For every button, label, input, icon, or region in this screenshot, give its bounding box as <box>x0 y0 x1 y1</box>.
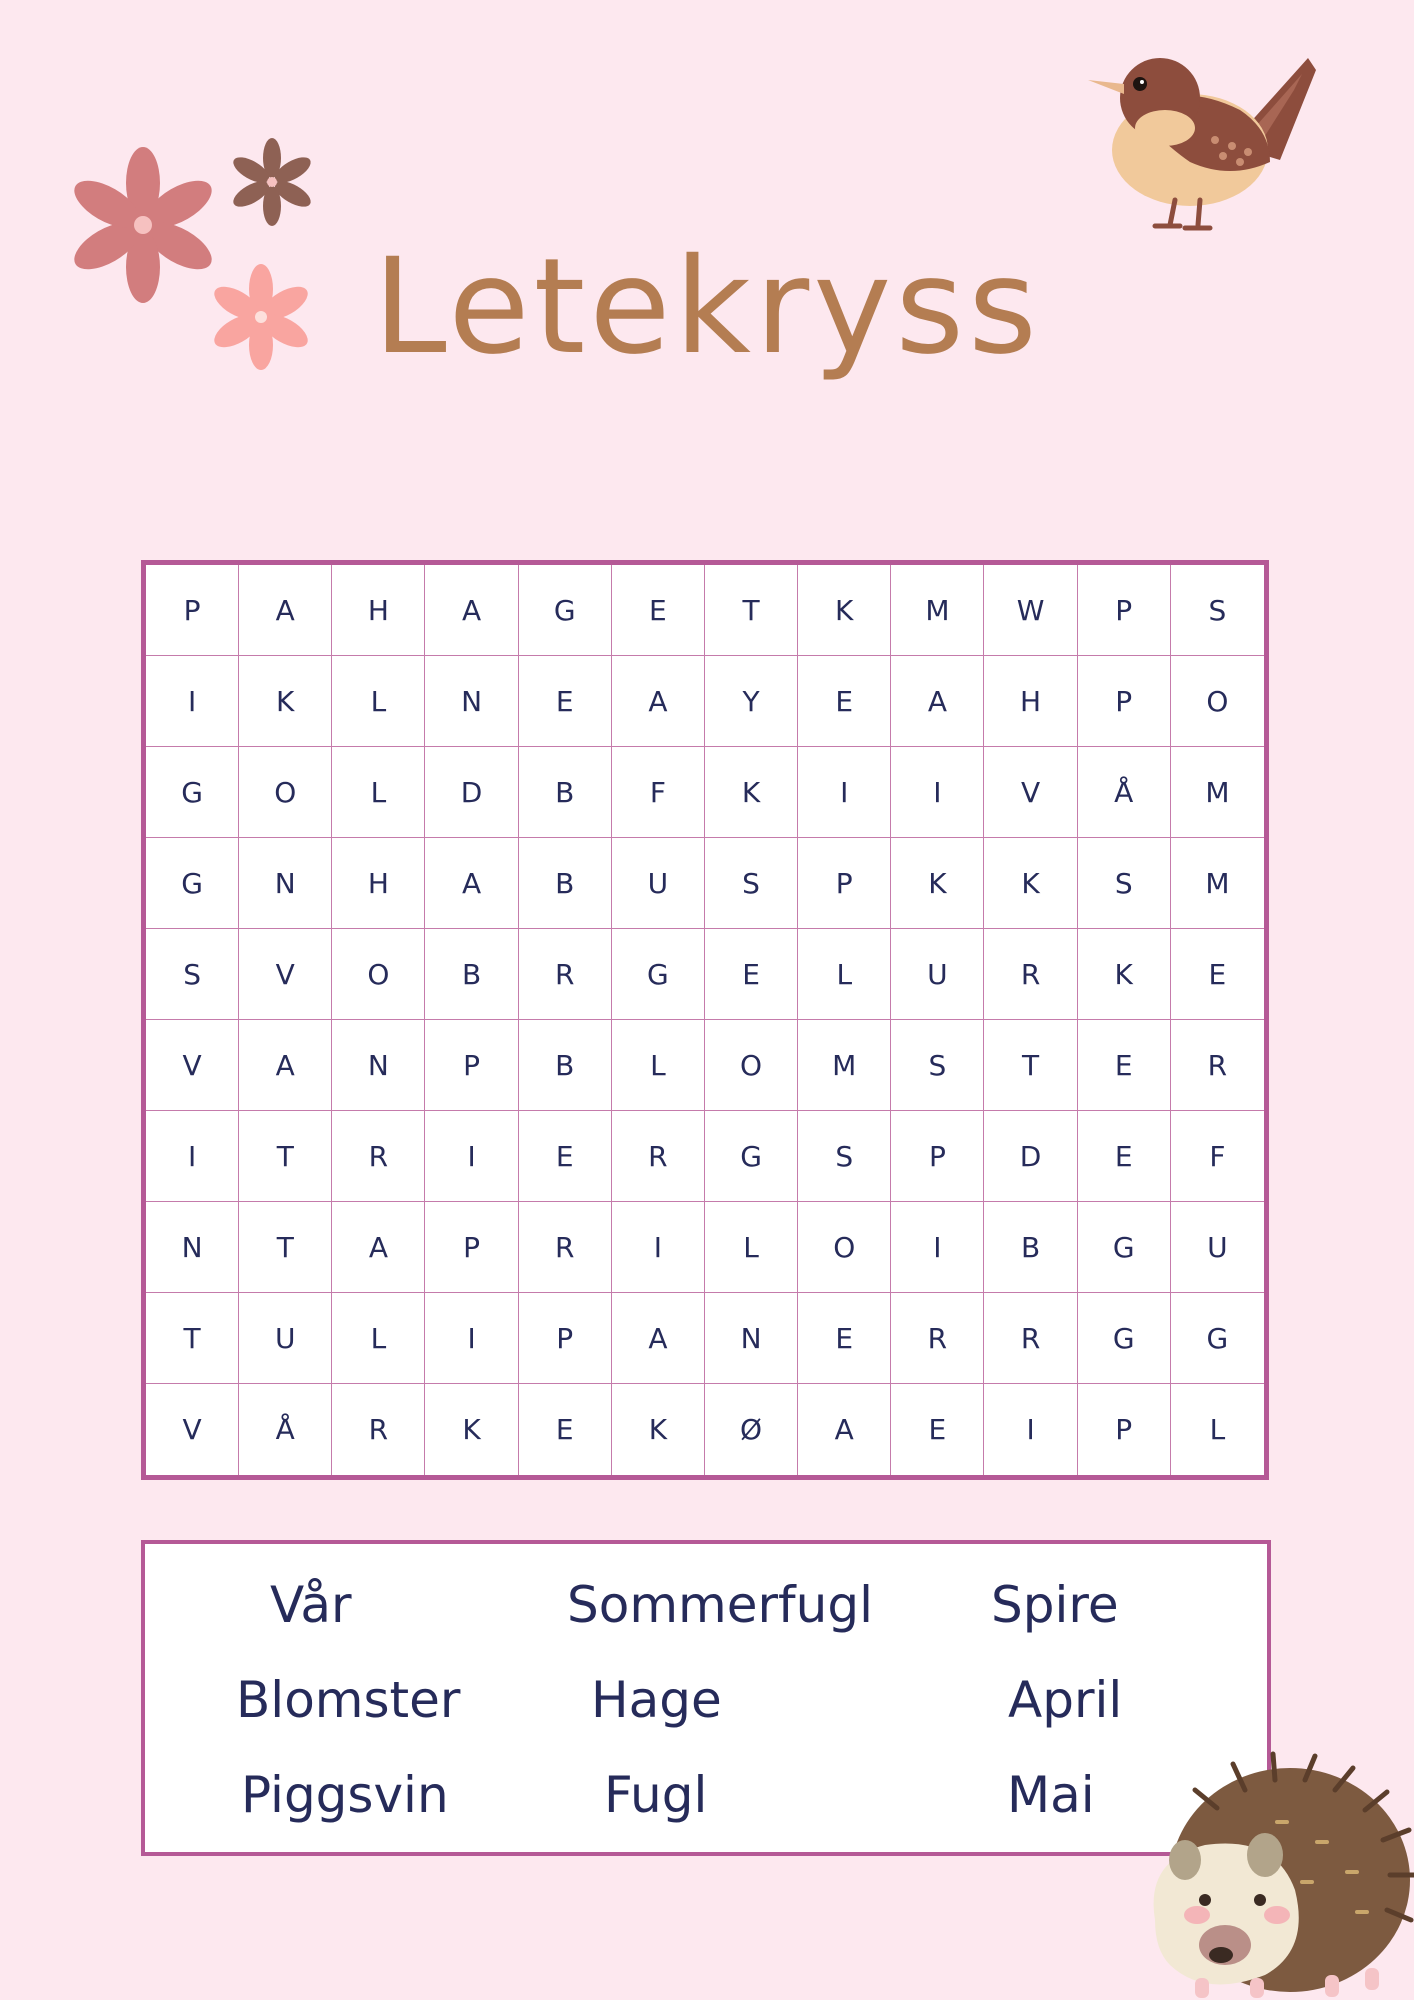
grid-cell: U <box>612 838 705 929</box>
grid-cell: I <box>891 747 984 838</box>
grid-cell: K <box>239 656 332 747</box>
grid-cell: A <box>425 565 518 656</box>
grid-cell: B <box>519 1020 612 1111</box>
grid-cell: L <box>798 929 891 1020</box>
grid-cell: E <box>519 1384 612 1475</box>
grid-cell: E <box>519 656 612 747</box>
grid-cell: B <box>519 747 612 838</box>
grid-cell: A <box>798 1384 891 1475</box>
grid-cell: S <box>146 929 239 1020</box>
word-item: Vår <box>270 1576 352 1634</box>
grid-cell: P <box>146 565 239 656</box>
grid-cell: G <box>1078 1202 1171 1293</box>
grid-cell: U <box>1171 1202 1264 1293</box>
grid-cell: A <box>239 1020 332 1111</box>
grid-cell: S <box>1078 838 1171 929</box>
grid-cell: U <box>239 1293 332 1384</box>
grid-cell: N <box>146 1202 239 1293</box>
grid-cell: K <box>1078 929 1171 1020</box>
grid-cell: A <box>891 656 984 747</box>
grid-cell: T <box>239 1111 332 1202</box>
grid-cell: A <box>332 1202 425 1293</box>
grid-cell: M <box>1171 747 1264 838</box>
grid-cell: R <box>1171 1020 1264 1111</box>
grid-cell: U <box>891 929 984 1020</box>
word-item: April <box>1008 1671 1123 1729</box>
grid-cell: I <box>146 1111 239 1202</box>
grid-cell: G <box>705 1111 798 1202</box>
grid-cell: G <box>1078 1293 1171 1384</box>
grid-cell: Å <box>239 1384 332 1475</box>
grid-cell: I <box>612 1202 705 1293</box>
word-item: Fugl <box>604 1766 708 1824</box>
grid-cell: R <box>984 929 1077 1020</box>
grid-cell: R <box>891 1293 984 1384</box>
grid-cell: M <box>891 565 984 656</box>
grid-cell: K <box>425 1384 518 1475</box>
grid-cell: W <box>984 565 1077 656</box>
grid-cell: V <box>984 747 1077 838</box>
grid-cell: O <box>798 1202 891 1293</box>
grid-cell: O <box>332 929 425 1020</box>
grid-cell: R <box>332 1384 425 1475</box>
grid-cell: G <box>146 838 239 929</box>
grid-cell: N <box>239 838 332 929</box>
grid-cell: N <box>425 656 518 747</box>
grid-cell: O <box>705 1020 798 1111</box>
grid-cell: R <box>332 1111 425 1202</box>
grid-cell: N <box>332 1020 425 1111</box>
grid-cell: M <box>798 1020 891 1111</box>
grid-cell: A <box>425 838 518 929</box>
grid-cell: E <box>519 1111 612 1202</box>
grid-cell: K <box>984 838 1077 929</box>
hedgehog-icon <box>1125 1750 1414 2000</box>
grid-cell: A <box>612 656 705 747</box>
grid-cell: P <box>519 1293 612 1384</box>
grid-cell: E <box>1078 1111 1171 1202</box>
grid-cell: A <box>612 1293 705 1384</box>
grid-cell: P <box>1078 565 1171 656</box>
word-item: Hage <box>591 1671 722 1729</box>
grid-cell: E <box>1078 1020 1171 1111</box>
grid-cell: N <box>705 1293 798 1384</box>
grid-cell: D <box>425 747 518 838</box>
grid-cell: Ø <box>705 1384 798 1475</box>
grid-cell: L <box>705 1202 798 1293</box>
grid-cell: B <box>425 929 518 1020</box>
grid-cell: L <box>612 1020 705 1111</box>
word-item: Blomster <box>236 1671 461 1729</box>
grid-cell: R <box>984 1293 1077 1384</box>
grid-cell: S <box>1171 565 1264 656</box>
grid-cell: O <box>1171 656 1264 747</box>
grid-cell: E <box>612 565 705 656</box>
grid-cell: E <box>705 929 798 1020</box>
grid-cell: E <box>798 656 891 747</box>
grid-cell: I <box>146 656 239 747</box>
grid-cell: P <box>1078 656 1171 747</box>
grid-cell: V <box>146 1384 239 1475</box>
grid-cell: T <box>984 1020 1077 1111</box>
grid-cell: F <box>612 747 705 838</box>
grid-cell: I <box>891 1202 984 1293</box>
grid-cell: E <box>798 1293 891 1384</box>
grid-cell: I <box>425 1293 518 1384</box>
word-list <box>141 1540 1271 1856</box>
grid-cell: E <box>891 1384 984 1475</box>
grid-cell: L <box>332 656 425 747</box>
grid-cell: T <box>705 565 798 656</box>
grid-cell: T <box>239 1202 332 1293</box>
grid-cell: P <box>1078 1384 1171 1475</box>
grid-cell: Y <box>705 656 798 747</box>
grid-cell: P <box>425 1202 518 1293</box>
grid-cell: K <box>891 838 984 929</box>
grid-cell: P <box>891 1111 984 1202</box>
grid-cell: I <box>798 747 891 838</box>
grid-cell: K <box>705 747 798 838</box>
grid-cell: A <box>239 565 332 656</box>
word-item: Spire <box>991 1576 1119 1634</box>
grid-cell: P <box>798 838 891 929</box>
grid-cell: I <box>425 1111 518 1202</box>
grid-cell: K <box>612 1384 705 1475</box>
word-item: Sommerfugl <box>567 1576 873 1634</box>
grid-cell: T <box>146 1293 239 1384</box>
grid-cell: R <box>612 1111 705 1202</box>
grid-cell: H <box>332 838 425 929</box>
grid-cell: E <box>1171 929 1264 1020</box>
word-item: Mai <box>1007 1766 1095 1824</box>
flower-icon <box>229 138 314 226</box>
grid-cell: B <box>984 1202 1077 1293</box>
bird-icon <box>1080 50 1330 235</box>
grid-cell: S <box>891 1020 984 1111</box>
word-search-grid <box>141 560 1269 1480</box>
word-item: Piggsvin <box>241 1766 449 1824</box>
grid-cell: H <box>332 565 425 656</box>
grid-cell: G <box>519 565 612 656</box>
grid-cell: R <box>519 929 612 1020</box>
grid-cell: H <box>984 656 1077 747</box>
grid-cell: S <box>798 1111 891 1202</box>
grid-cell: M <box>1171 838 1264 929</box>
grid-cell: P <box>425 1020 518 1111</box>
grid-cell: V <box>146 1020 239 1111</box>
grid-cell: L <box>1209 1413 1226 1446</box>
grid-cell: S <box>705 838 798 929</box>
grid-cell: G <box>612 929 705 1020</box>
grid-cell: L <box>332 1293 425 1384</box>
grid-cell: F <box>1171 1111 1264 1202</box>
grid-cell: D <box>984 1111 1077 1202</box>
grid-cell: B <box>519 838 612 929</box>
page-title: Letekryss <box>373 230 1041 384</box>
grid-cell: I <box>984 1384 1077 1475</box>
grid-cell: K <box>798 565 891 656</box>
grid-cell: G <box>1171 1293 1264 1384</box>
grid-cell: O <box>239 747 332 838</box>
grid-cell: L <box>332 747 425 838</box>
grid-cell: Å <box>1078 747 1171 838</box>
grid-cell: V <box>239 929 332 1020</box>
grid-cell: G <box>146 747 239 838</box>
grid-cell: R <box>519 1202 612 1293</box>
